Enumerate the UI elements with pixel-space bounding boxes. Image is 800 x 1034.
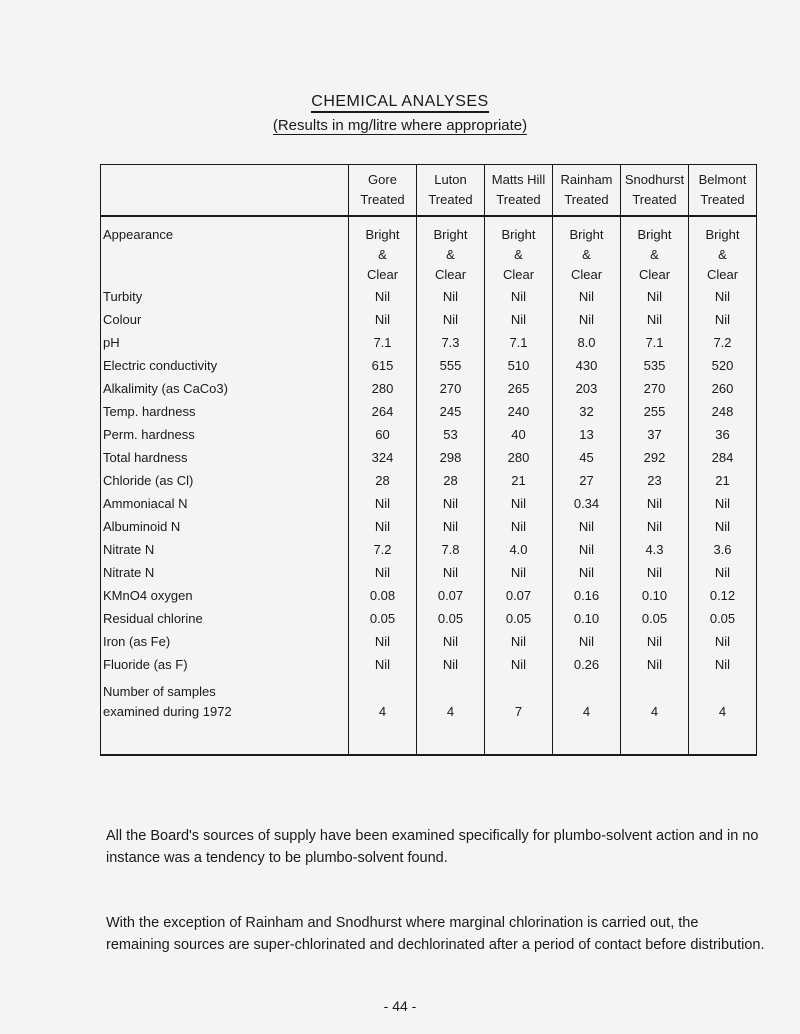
table-cell: 21 (485, 469, 553, 492)
table-cell: 0.34 (553, 492, 621, 515)
appearance-cell (349, 216, 417, 285)
table-cell: Nil (689, 653, 757, 676)
table-row (101, 446, 757, 469)
table-cell: Nil (417, 653, 485, 676)
table-cell: Nil (349, 630, 417, 653)
table-row (101, 400, 757, 423)
table-cell: 615 (349, 354, 417, 377)
table-cell: Nil (417, 308, 485, 331)
page-title-text: CHEMICAL ANALYSES (311, 93, 488, 113)
table-cell: Nil (417, 285, 485, 308)
table-cell: Nil (689, 492, 757, 515)
row-label: Temp. hardness (101, 400, 349, 423)
appearance-line3: Clear (502, 267, 535, 282)
table-cell: 60 (349, 423, 417, 446)
table-cell: Nil (621, 285, 689, 308)
table-cell: 27 (553, 469, 621, 492)
table-cell: Nil (621, 561, 689, 584)
row-label: pH (101, 331, 349, 354)
header-line2: Treated (700, 192, 745, 207)
table-cell: 37 (621, 423, 689, 446)
appearance-line2: & (650, 247, 659, 262)
table-cell: 13 (553, 423, 621, 446)
appearance-line3: Clear (706, 267, 739, 282)
table-row (101, 354, 757, 377)
header-line1: Gore (368, 172, 397, 187)
table-cell: 535 (621, 354, 689, 377)
table-cell: 28 (417, 469, 485, 492)
table-row-samples (101, 676, 757, 755)
table-cell: Nil (349, 492, 417, 515)
table-cell: Nil (485, 630, 553, 653)
table-cell: 0.05 (621, 607, 689, 630)
table-cell: 510 (485, 354, 553, 377)
table-cell: 240 (485, 400, 553, 423)
table-cell: Nil (689, 308, 757, 331)
row-label: Ammoniacal N (101, 492, 349, 515)
table-cell: Nil (689, 515, 757, 538)
table-cell: 4 (621, 676, 689, 755)
page-subtitle-text: (Results in mg/litre where appropriate) (272, 117, 528, 134)
table-cell: 21 (689, 469, 757, 492)
header-parameter (101, 165, 349, 217)
appearance-line3: Clear (638, 267, 671, 282)
table-cell: Nil (485, 285, 553, 308)
table-cell: Nil (553, 630, 621, 653)
row-label: Colour (101, 308, 349, 331)
table-row (101, 653, 757, 676)
page-subtitle (0, 117, 800, 134)
table-cell: 7.1 (485, 331, 553, 354)
table-cell: 0.05 (689, 607, 757, 630)
table-cell: Nil (349, 285, 417, 308)
appearance-line1: Bright (501, 227, 536, 242)
table-row (101, 584, 757, 607)
table-cell: Nil (621, 492, 689, 515)
table-cell: Nil (689, 285, 757, 308)
header-line2: Treated (360, 192, 405, 207)
header-line1: Rainham (560, 172, 613, 187)
table-cell: 4.0 (485, 538, 553, 561)
row-label: Nitrate N (101, 561, 349, 584)
table-cell: 53 (417, 423, 485, 446)
table-cell: 7.3 (417, 331, 485, 354)
table-cell: Nil (349, 561, 417, 584)
table-cell: 265 (485, 377, 553, 400)
row-label: Total hardness (101, 446, 349, 469)
appearance-line3: Clear (570, 267, 603, 282)
table-cell: 28 (349, 469, 417, 492)
appearance-line2: & (378, 247, 387, 262)
header-line2: Treated (428, 192, 473, 207)
table-cell: 270 (621, 377, 689, 400)
table-cell: 4 (349, 676, 417, 755)
table-cell: 0.10 (621, 584, 689, 607)
table-cell: Nil (485, 515, 553, 538)
table-row (101, 469, 757, 492)
table-cell: 0.12 (689, 584, 757, 607)
table-row (101, 492, 757, 515)
row-label: Electric conductivity (101, 354, 349, 377)
table-row (101, 377, 757, 400)
table-row (101, 561, 757, 584)
header-rainham (553, 165, 621, 217)
table-cell: 4 (553, 676, 621, 755)
table-cell: 245 (417, 400, 485, 423)
appearance-line2: & (718, 247, 727, 262)
header-line2: Treated (496, 192, 541, 207)
table-row-appearance (101, 216, 757, 285)
table-cell: Nil (621, 515, 689, 538)
appearance-line2: & (514, 247, 523, 262)
table-cell: 280 (485, 446, 553, 469)
table-cell: Nil (553, 285, 621, 308)
table-cell: 520 (689, 354, 757, 377)
chemical-analyses-table (100, 164, 757, 756)
table-cell: Nil (553, 561, 621, 584)
table-cell: Nil (417, 561, 485, 584)
header-luton (417, 165, 485, 217)
appearance-line2: & (446, 247, 455, 262)
table-cell: 0.26 (553, 653, 621, 676)
appearance-line3: Clear (366, 267, 399, 282)
table-cell: Nil (485, 561, 553, 584)
row-label: Fluoride (as F) (101, 653, 349, 676)
table-row (101, 630, 757, 653)
table-cell: 292 (621, 446, 689, 469)
table-cell: Nil (621, 308, 689, 331)
plumbo-solvent-paragraph: All the Board's sources of supply have been examined specifically for plumbo-solvent action and in no instance was a tendency to be plumbo-solvent found. (106, 828, 759, 866)
table-cell: 7.2 (689, 331, 757, 354)
table-cell: Nil (485, 653, 553, 676)
table-cell: 23 (621, 469, 689, 492)
table-cell: Nil (485, 492, 553, 515)
table-cell: Nil (689, 561, 757, 584)
table-cell: 0.05 (417, 607, 485, 630)
table-cell: Nil (553, 538, 621, 561)
table-cell: 280 (349, 377, 417, 400)
chlorination-paragraph: With the exception of Rainham and Snodhurst where marginal chlorination is carried out, the remaining sources are super-chlorinated and dechlorinated after a period of contact before distribution. (106, 915, 765, 953)
table-cell: 430 (553, 354, 621, 377)
header-gore (349, 165, 417, 217)
appearance-cell (485, 216, 553, 285)
table-cell: 324 (349, 446, 417, 469)
row-label: Appearance (101, 216, 349, 285)
table-cell: 270 (417, 377, 485, 400)
table-cell: 0.08 (349, 584, 417, 607)
row-label: Residual chlorine (101, 607, 349, 630)
table-cell: Nil (689, 630, 757, 653)
table-cell: Nil (417, 492, 485, 515)
header-line2: Treated (564, 192, 609, 207)
table-row (101, 538, 757, 561)
header-line1: Snodhurst (624, 172, 685, 187)
table-cell: 255 (621, 400, 689, 423)
table-cell: Nil (621, 653, 689, 676)
row-label: Alkalimity (as CaCo3) (101, 377, 349, 400)
header-snodhurst (621, 165, 689, 217)
table-cell: 7.2 (349, 538, 417, 561)
table-cell: 7.1 (349, 331, 417, 354)
table-row (101, 331, 757, 354)
appearance-line1: Bright (569, 227, 604, 242)
table-row (101, 285, 757, 308)
table-row (101, 308, 757, 331)
table-cell: 264 (349, 400, 417, 423)
table-cell: 0.10 (553, 607, 621, 630)
appearance-line2: & (582, 247, 591, 262)
header-line1: Matts Hill (491, 172, 546, 187)
table-cell: 555 (417, 354, 485, 377)
table-cell: 7 (485, 676, 553, 755)
appearance-line1: Bright (365, 227, 400, 242)
appearance-cell (417, 216, 485, 285)
row-label: KMnO4 oxygen (101, 584, 349, 607)
header-line2: Treated (632, 192, 677, 207)
row-label: Perm. hardness (101, 423, 349, 446)
samples-label-line2: examined during 1972 (103, 704, 232, 719)
table-cell: 0.05 (349, 607, 417, 630)
table-cell: 7.8 (417, 538, 485, 561)
table-cell: Nil (349, 308, 417, 331)
table-cell: 3.6 (689, 538, 757, 561)
table-body (101, 216, 757, 755)
table-cell: Nil (417, 515, 485, 538)
appearance-line1: Bright (433, 227, 468, 242)
table-cell: Nil (553, 308, 621, 331)
table-cell: 0.16 (553, 584, 621, 607)
table-row (101, 515, 757, 538)
row-label: Turbity (101, 285, 349, 308)
page-number: - 44 - (383, 998, 417, 1014)
header-line1: Belmont (698, 172, 747, 187)
header-matts-hill (485, 165, 553, 217)
row-label: Iron (as Fe) (101, 630, 349, 653)
appearance-line1: Bright (705, 227, 740, 242)
table-cell: 0.07 (417, 584, 485, 607)
row-label: Albuminoid N (101, 515, 349, 538)
table-cell: 40 (485, 423, 553, 446)
appearance-cell (553, 216, 621, 285)
table-row (101, 423, 757, 446)
table-cell: 298 (417, 446, 485, 469)
table-cell: 0.07 (485, 584, 553, 607)
appearance-cell (621, 216, 689, 285)
table-cell: 203 (553, 377, 621, 400)
table-cell: Nil (349, 515, 417, 538)
table-cell: 8.0 (553, 331, 621, 354)
row-label: Chloride (as Cl) (101, 469, 349, 492)
row-label: Nitrate N (101, 538, 349, 561)
table-cell: 284 (689, 446, 757, 469)
table-cell: 4 (417, 676, 485, 755)
header-line1: Luton (434, 172, 467, 187)
page-title (0, 93, 800, 111)
table-cell: 7.1 (621, 331, 689, 354)
table-cell: Nil (621, 630, 689, 653)
table-row (101, 607, 757, 630)
table-cell: Nil (349, 653, 417, 676)
table-cell: 4.3 (621, 538, 689, 561)
row-label (101, 676, 349, 755)
appearance-cell (689, 216, 757, 285)
table-cell: 0.05 (485, 607, 553, 630)
table-cell: 32 (553, 400, 621, 423)
table-cell: Nil (553, 515, 621, 538)
appearance-line1: Bright (637, 227, 672, 242)
table-cell: 36 (689, 423, 757, 446)
table-cell: Nil (485, 308, 553, 331)
table-cell: 45 (553, 446, 621, 469)
table-cell: Nil (417, 630, 485, 653)
table-cell: 248 (689, 400, 757, 423)
appearance-line3: Clear (434, 267, 467, 282)
table-cell: 260 (689, 377, 757, 400)
table-header-row (101, 165, 757, 217)
samples-label-line1: Number of samples (103, 684, 216, 699)
table-cell: 4 (689, 676, 757, 755)
header-belmont (689, 165, 757, 217)
